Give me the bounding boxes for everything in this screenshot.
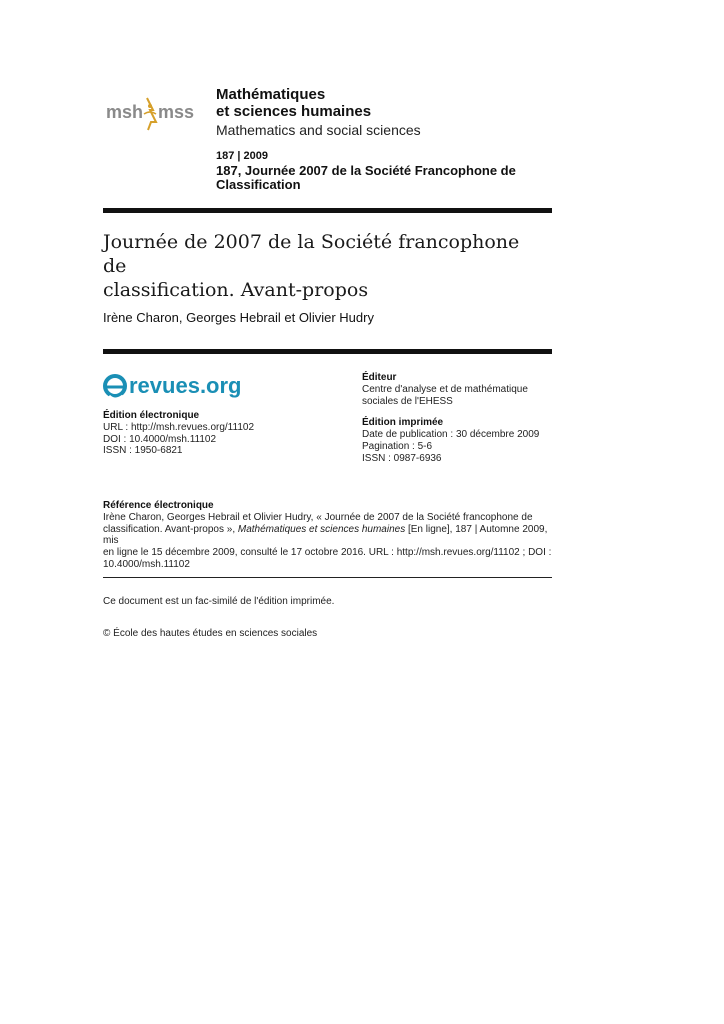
publisher-line1: Centre d'analyse et de mathématique	[362, 383, 528, 395]
reference-line4: 10.4000/msh.11102	[103, 558, 190, 570]
article-title-line1: Journée de 2007 de la Société francophone de	[103, 231, 520, 277]
print-edition-heading: Édition imprimée	[362, 417, 444, 429]
revues-logo-text: revues.org	[129, 373, 242, 398]
journal-title-line1: Mathématiques	[216, 86, 326, 103]
logo-emblem-icon	[144, 98, 156, 130]
divider-bottom	[103, 577, 552, 578]
journal-title-line2: et sciences humaines	[216, 103, 372, 120]
electronic-edition-doi[interactable]: DOI : 10.4000/msh.11102	[103, 433, 217, 445]
print-edition-issn: ISSN : 0987-6936	[362, 452, 442, 464]
reference-journal-italic: Mathématiques et sciences humaines	[237, 523, 406, 535]
issue-title: 187, Journée 2007 de la Société Francophone de Classification	[216, 163, 516, 192]
reference-line2-before: classification. Avant-propos »,	[103, 523, 238, 535]
facsimile-notice: Ce document est un fac-similé de l'édition imprimée.	[103, 596, 335, 607]
msh-mss-logo	[104, 92, 200, 132]
issue-block	[216, 150, 596, 192]
electronic-edition-heading: Édition électronique	[103, 410, 200, 421]
electronic-edition-url[interactable]: URL : http://msh.revues.org/11102	[103, 421, 255, 433]
logo-text-left: msh	[106, 102, 144, 122]
revues-org-logo[interactable]	[103, 372, 253, 402]
reference-heading: Référence électronique	[103, 500, 214, 511]
logo-text-right: mss	[158, 102, 195, 122]
journal-block	[216, 86, 636, 139]
copyright-notice: © École des hautes études en sciences sociales	[103, 628, 318, 639]
electronic-reference-block	[103, 500, 553, 571]
reference-line1: Irène Charon, Georges Hebrail et Olivier Hudry, « Journée de 2007 de la Société francophone de	[103, 511, 533, 523]
issue-number: 187 | 2009	[216, 150, 269, 162]
print-edition-date: Date de publication : 30 décembre 2009	[362, 429, 540, 441]
electronic-edition-block	[103, 410, 333, 457]
reference-line2	[103, 524, 553, 548]
publisher-heading: Éditeur	[362, 372, 397, 383]
article-authors: Irène Charon, Georges Hebrail et Olivier Hudry	[103, 310, 374, 325]
publisher-line2: sociales de l'EHESS	[362, 395, 453, 407]
print-edition-pages: Pagination : 5-6	[362, 440, 433, 452]
publisher-print-block	[362, 372, 562, 465]
article-title	[103, 230, 543, 302]
revues-emblem-icon	[105, 376, 125, 399]
electronic-edition-issn: ISSN : 1950-6821	[103, 445, 183, 457]
journal-subtitle: Mathematics and social sciences	[216, 122, 421, 138]
article-title-line2: classification. Avant-propos	[103, 279, 369, 301]
reference-line3[interactable]: en ligne le 15 décembre 2009, consulté le 17 octobre 2016. URL : http://msh.revues.org/11102 ; DOI :	[103, 547, 552, 559]
reference-line2-after: [En ligne], 187 | Automne 2009, mis	[103, 523, 548, 547]
divider-top	[103, 208, 552, 213]
divider-middle	[103, 349, 552, 354]
